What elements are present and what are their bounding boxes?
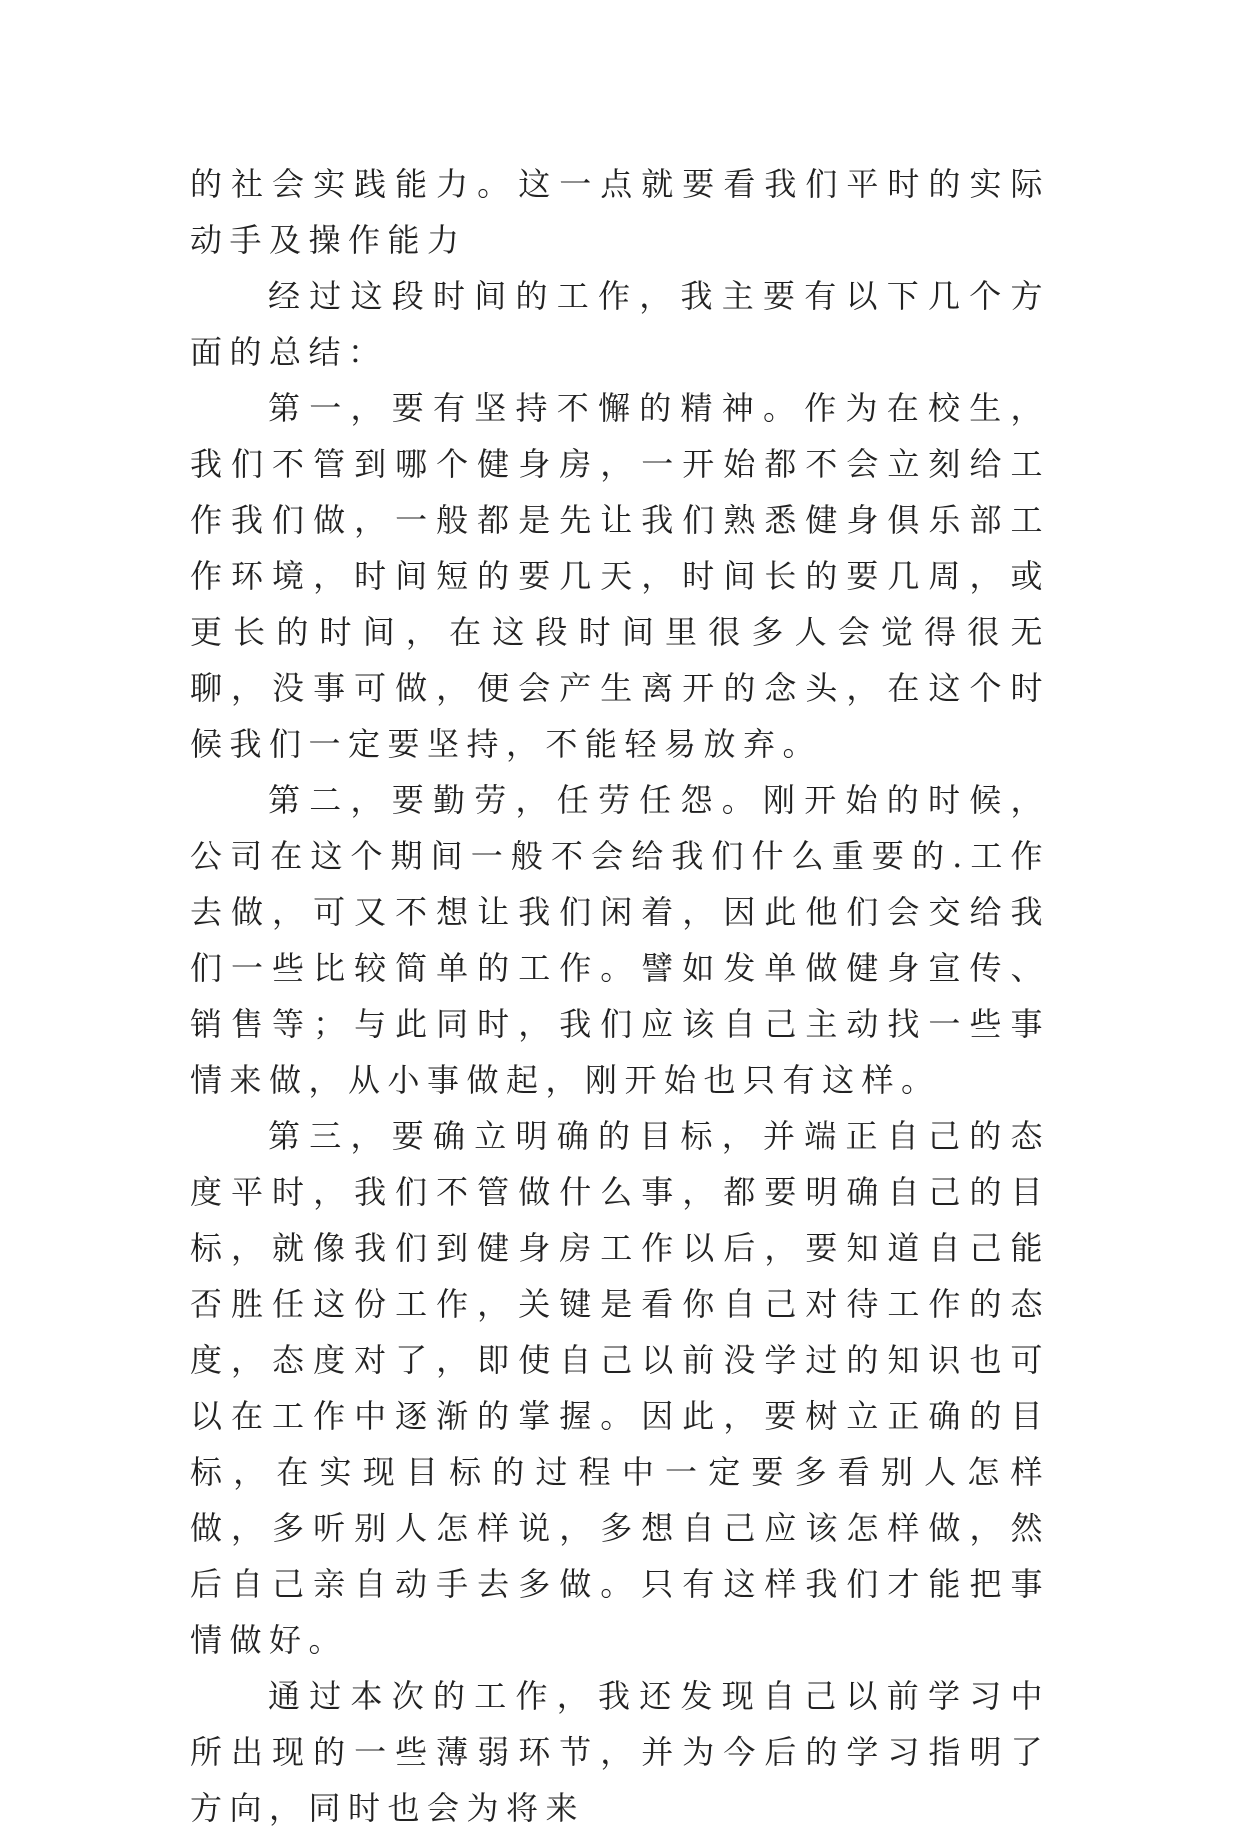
- paragraph: 通过本次的工作，我还发现自己以前学习中所出现的一些薄弱环节，并为今后的学习指明了方向，同时也会为将来: [190, 1677, 1050, 1827]
- paragraph: 经过这段时间的工作，我主要有以下几个方面的总结：: [190, 277, 1050, 371]
- paragraph: 的社会实践能力。这一点就要看我们平时的实际动手及操作能力: [190, 165, 1050, 259]
- paragraph: 第二，要勤劳，任劳任怨。刚开始的时候，公司在这个期间一般不会给我们什么重要的.工作去做，可又不想让我们闲着，因此他们会交给我们一些比较简单的工作。譬如发单做健身宣传、销售等；与此同时，我们应该自己主动找一些事情来做，从小事做起，刚开始也只有这样。: [190, 781, 1050, 1099]
- paragraph: 第三，要确立明确的目标，并端正自己的态度平时，我们不管做什么事，都要明确自己的目标，就像我们到健身房工作以后，要知道自己能否胜任这份工作，关键是看你自己对待工作的态度，态度对了，即使自己以前没学过的知识也可以在工作中逐渐的掌握。因此，要树立正确的目标，在实现目标的过程中一定要多看别人怎样做，多听别人怎样说，多想自己应该怎样做，然后自己亲自动手去多做。只有这样我们才能把事情做好。: [190, 1117, 1050, 1659]
- document-body: [190, 156, 1050, 1836]
- paragraph: 第一，要有坚持不懈的精神。作为在校生，我们不管到哪个健身房，一开始都不会立刻给工作我们做，一般都是先让我们熟悉健身俱乐部工作环境，时间短的要几天，时间长的要几周，或更长的时间，在这段时间里很多人会觉得很无聊，没事可做，便会产生离开的念头，在这个时候我们一定要坚持，不能轻易放弃。: [190, 389, 1050, 763]
